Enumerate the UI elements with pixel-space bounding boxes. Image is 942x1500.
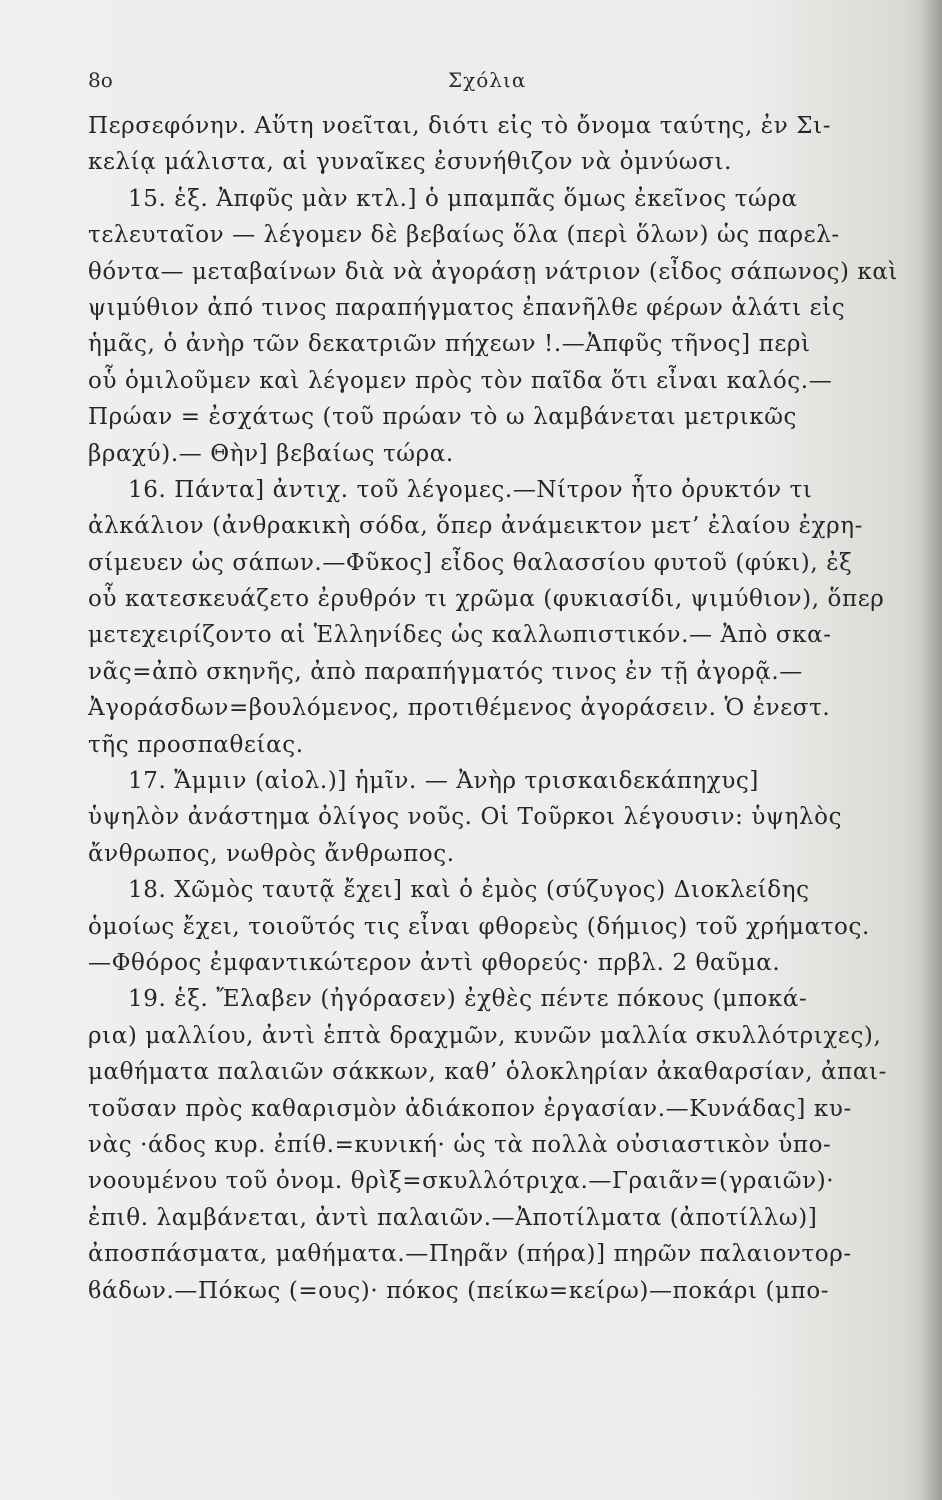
text-line: μαθήματα παλαιῶν σάκκων, καθ’ ὁλοκληρίαν ἀκαθαρσίαν, ἀπαι-: [88, 1059, 888, 1086]
text-line: ὑψηλὸν ἀνάστημα ὀλίγος νοῦς. Οἱ Τοῦρκοι λέγουσιν: ὑψηλὸς: [88, 804, 843, 831]
text-line: νὰς ·άδος κυρ. ἐπίθ.=κυνική· ὡς τὰ πολλὰ οὐσιαστικὸν ὑπο-: [88, 1131, 832, 1158]
page-edge-shadow: [920, 0, 942, 1500]
text-line: Πρώαν = ἐσχάτως (τοῦ πρώαν τὸ ω λαμβάνεται μετρικῶς: [88, 404, 798, 431]
section-19-start: 19. ἑξ. Ἔλαβεν (ἠγόρασεν) ἐχθὲς πέντε πόκους (μποκά-: [128, 986, 808, 1013]
text-line: —Φθόρος ἐμφαντικώτερον ἀντὶ φθορεύς· πρβλ. 2 θαῦμα.: [88, 949, 781, 976]
text-line: βραχύ).— Θὴν] βεβαίως τώρα.: [88, 440, 454, 467]
running-head: [88, 68, 868, 98]
commentary-text: [88, 108, 898, 1309]
section-18-start: 18. Χῶμὸς ταυτᾷ ἔχει] καὶ ὁ ἐμὸς (σύζυγος) Διοκλείδης: [128, 877, 810, 904]
text-line: ρια) μαλλίου, ἀντὶ ἑπτὰ δραχμῶν, κυνῶν μαλλία σκυλλότριχες),: [88, 1022, 882, 1049]
text-line: σίμευεν ὡς σάπων.—Φῦκος] εἶδος θαλασσίου φυτοῦ (φύκι), ἐξ: [88, 549, 853, 576]
page-number: 8o: [88, 68, 113, 92]
text-line: Ἀγοράσδων=βουλόμενος, προτιθέμενος ἀγοράσειν. Ὁ ἐνεστ.: [88, 695, 831, 722]
text-line: μετεχειρίζοντο αἱ Ἑλληνίδες ὡς καλλωπιστικόν.— Ἀπὸ σκα-: [88, 622, 832, 649]
running-title: Σχόλια: [448, 68, 527, 92]
text-line: ἐπιθ. λαμβάνεται, ἀντὶ παλαιῶν.—Ἀποτίλματα (ἀποτίλλω)]: [88, 1204, 818, 1231]
section-17-start: 17. Ἄμμιν (αἰολ.)] ἡμῖν. — Ἀνὴρ τρισκαιδεκάπηχυς]: [128, 768, 759, 795]
text-line: Περσεφόνην. Αὕτη νοεῖται, διότι εἰς τὸ ὄνομα ταύτης, ἐν Σι-: [88, 113, 832, 139]
text-line: νοουμένου τοῦ ὀνομ. θρὶξ=σκυλλότριχα.—Γραιᾶν=(γραιῶν)·: [88, 1168, 835, 1195]
text-line: τῆς προσπαθείας.: [88, 731, 304, 758]
text-line: οὗ κατεσκευάζετο ἐρυθρόν τι χρῶμα (φυκιασίδι, ψιμύθιον), ὅπερ: [88, 586, 885, 613]
text-line: ἀποσπάσματα, μαθήματα.—Πηρᾶν (πήρα)] πηρῶν παλαιοντορ-: [88, 1241, 852, 1268]
text-line: οὗ ὁμιλοῦμεν καὶ λέγομεν πρὸς τὸν παῖδα ὅτι εἶναι καλός.—: [88, 367, 833, 394]
section-15-start: 15. ἑξ. Ἀπφῦς μὰν κτλ.] ὁ μπαμπᾶς ὅμως ἐκεῖνος τώρα: [128, 185, 798, 212]
text-line: κελίᾳ μάλιστα, αἱ γυναῖκες ἐσυνήθιζον νὰ ὀμνύωσι.: [88, 149, 733, 176]
text-line: ἄνθρωπος, νωθρὸς ἄνθρωπος.: [88, 840, 455, 867]
text-line: ὁμοίως ἔχει, τοιοῦτός τις εἶναι φθορεὺς (δήμιος) τοῦ χρήματος.: [88, 913, 870, 940]
text-line: νᾶς=ἀπὸ σκηνῆς, ἀπὸ παραπήγματός τινος ἐν τῇ ἀγορᾷ.—: [88, 658, 803, 685]
section-16-start: 16. Πάντα] ἀντιχ. τοῦ λέγομες.—Νίτρον ἦτο ὀρυκτόν τι: [128, 476, 813, 503]
text-line: ϐάδων.—Πόκως (=ους)· πόκος (πείκω=κείρω)—ποκάρι (μπο-: [88, 1277, 830, 1304]
text-line: ἀλκάλιον (ἀνθρακικὴ σόδα, ὅπερ ἀνάμεικτον μετ’ ἐλαίου ἐχρη-: [88, 513, 863, 540]
text-line: τοῦσαν πρὸς καθαρισμὸν ἀδιάκοπον ἐργασίαν.—Κυνάδας] κυ-: [88, 1095, 852, 1122]
text-line: ἡμᾶς, ὁ ἀνὴρ τῶν δεκατριῶν πήχεων !.—Ἀπφῦς τῆνος] περὶ: [88, 331, 811, 358]
text-line: θόντα— μεταβαίνων διὰ νὰ ἀγοράσῃ νάτριον (εἶδος σάπωνος) καὶ: [88, 258, 898, 285]
text-line: τελευταῖον — λέγομεν δὲ βεβαίως ὅλα (περὶ ὅλων) ὡς παρελ-: [88, 222, 840, 249]
text-line: ψιμύθιον ἀπό τινος παραπήγματος ἐπανῆλθε φέρων ἁλάτι εἰς: [88, 294, 846, 321]
